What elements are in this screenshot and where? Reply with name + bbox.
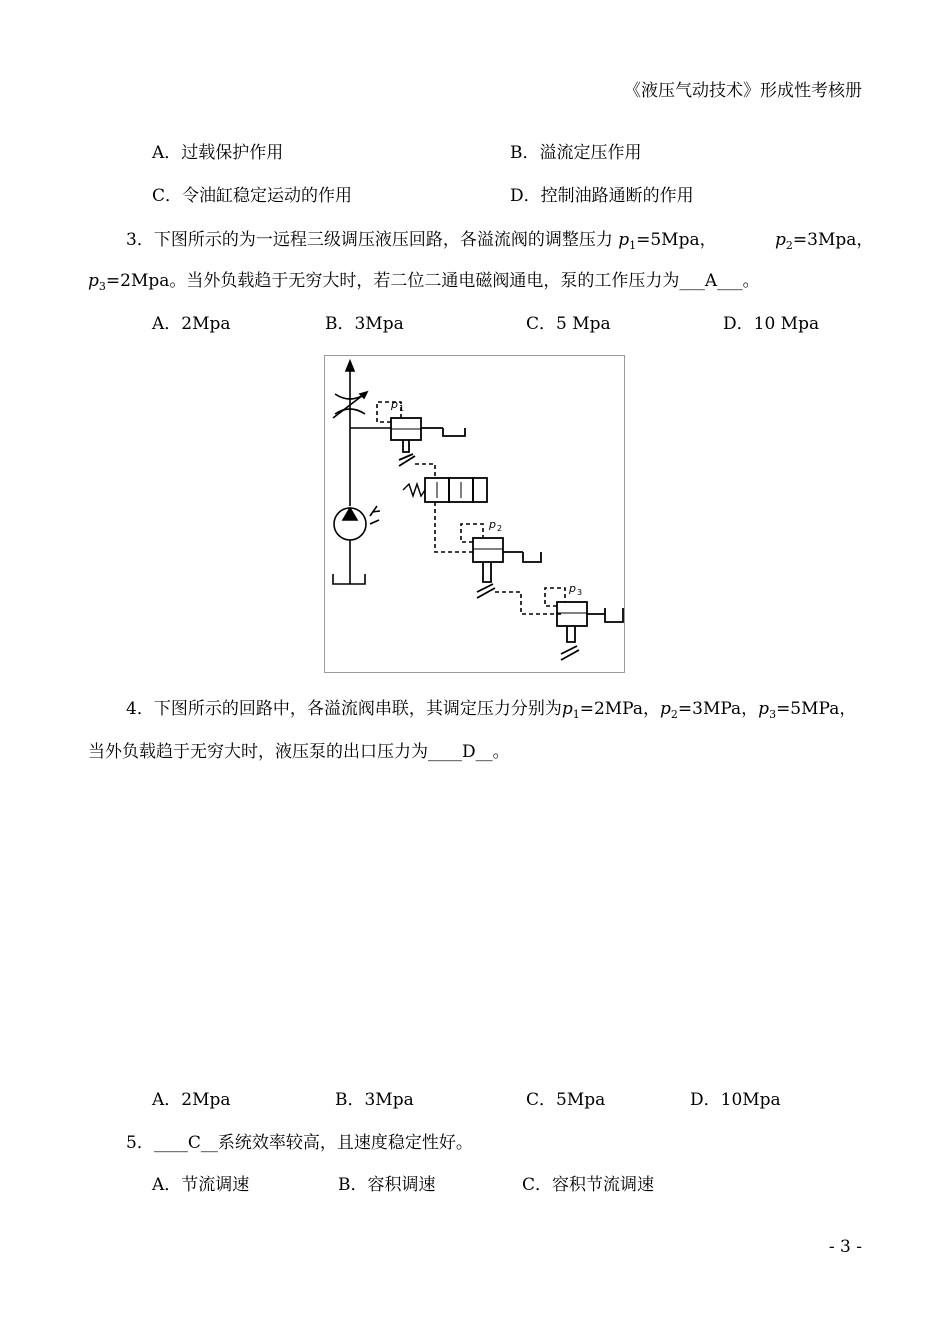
pilot-line-3 <box>495 592 561 614</box>
q3-option-b: B．3Mpa <box>325 314 404 334</box>
q3-p3-subscript: 3 <box>98 280 106 293</box>
q3-p2-value: =3Mpa， <box>792 230 874 250</box>
q4-p3-symbol: p <box>758 699 770 719</box>
q3-question-line1 <box>126 229 717 257</box>
hydraulic-circuit-figure <box>324 355 625 673</box>
q4-question-line1 <box>126 698 856 726</box>
flow-arrow-icon <box>346 361 354 371</box>
spring-icon <box>561 646 579 660</box>
q3-p3-text: =2Mpa。当外负载趋于无穷大时，若二位二通电磁阀通电，泵的工作压力为 <box>105 271 680 291</box>
pilot-line-to-solenoid <box>415 464 435 478</box>
pump-tank-icon <box>333 574 365 584</box>
relief-valve-3 <box>557 602 623 660</box>
q3-p2-symbol: p <box>775 230 786 250</box>
q4-text-2: 当外负载趋于无穷大时，液压泵的出口压力为 <box>88 742 428 762</box>
q4-option-b: B．3Mpa <box>335 1090 414 1110</box>
q3-end-mark: 。 <box>742 271 760 291</box>
q4-p2-value: =3MPa， <box>677 699 759 719</box>
label-p2-sub: 2 <box>497 524 503 533</box>
solenoid-valve <box>403 478 487 502</box>
hydraulic-circuit-diagram <box>325 356 624 672</box>
q3-text: 3．下图所示的为一远程三级调压液压回路，各溢流阀的调整压力 <box>126 230 613 250</box>
q4-p1-symbol: p <box>561 699 573 719</box>
q3-p1-subscript: 1 <box>629 239 637 252</box>
q3-option-a: A．2Mpa <box>152 314 231 334</box>
q4-text: 4．下图所示的回路中，各溢流阀串联，其调定压力分别为 <box>126 699 562 719</box>
valve-spring-icon <box>403 484 425 496</box>
label-p2: p <box>489 518 496 531</box>
q5-option-a: A．节流调速 <box>152 1175 250 1195</box>
pump-variable-icon <box>370 506 380 524</box>
q4-end-mark: 。 <box>492 742 510 762</box>
q5-option-c: C．容积节流调速 <box>522 1175 655 1195</box>
q3-p2-subscript: 2 <box>785 239 793 252</box>
q3-p1-symbol: p <box>618 230 630 250</box>
q5-question <box>126 1132 473 1154</box>
q4-p1-subscript: 1 <box>572 708 580 721</box>
label-p3-sub: 3 <box>577 588 583 597</box>
q5-prefix: 5． <box>126 1133 154 1153</box>
relief-valve-1 <box>391 418 465 466</box>
q2-option-c: C．令油缸稳定运动的作用 <box>152 186 353 206</box>
q3-question-line2 <box>88 270 760 298</box>
label-p1: p <box>391 398 398 411</box>
q2-option-a: A．过载保护作用 <box>152 143 284 163</box>
q3-p1-value: =5Mpa， <box>636 230 717 250</box>
q3-answer-blank: ___A___ <box>679 271 743 291</box>
q4-p2-symbol: p <box>660 699 671 719</box>
q2-option-d: D．控制油路通断的作用 <box>510 186 694 206</box>
q4-option-d: D．10Mpa <box>690 1090 781 1110</box>
q4-p2-subscript: 2 <box>670 708 678 721</box>
q3-p2 <box>775 229 873 257</box>
q4-answer-blank: ____D__ <box>428 742 493 762</box>
label-p1-sub: 1 <box>399 404 405 413</box>
label-p3: p <box>569 582 576 595</box>
spring-icon <box>477 584 495 598</box>
q5-answer-blank: ____C__ <box>153 1133 218 1153</box>
q3-option-c: C．5 Mpa <box>526 314 611 334</box>
q4-p3-value: =5MPa， <box>776 699 857 719</box>
q2-option-b: B．溢流定压作用 <box>510 143 642 163</box>
q3-p3-symbol: p <box>88 271 99 291</box>
pilot-line-2 <box>435 502 475 552</box>
q4-question-line2 <box>88 741 510 763</box>
spring-icon <box>399 454 415 466</box>
relief-valve-2 <box>473 538 541 598</box>
page-number: - 3 - <box>828 1237 862 1257</box>
q4-option-a: A．2Mpa <box>152 1090 231 1110</box>
page-header-title: 《液压气动技术》形成性考核册 <box>624 81 862 101</box>
q5-option-b: B．容积调速 <box>338 1175 436 1195</box>
q5-text: 系统效率较高，且速度稳定性好。 <box>217 1133 473 1153</box>
q3-option-d: D．10 Mpa <box>723 314 820 334</box>
q4-p1-value: =2MPa， <box>579 699 660 719</box>
q4-p3-subscript: 3 <box>769 708 777 721</box>
q4-option-c: C．5Mpa <box>526 1090 606 1110</box>
